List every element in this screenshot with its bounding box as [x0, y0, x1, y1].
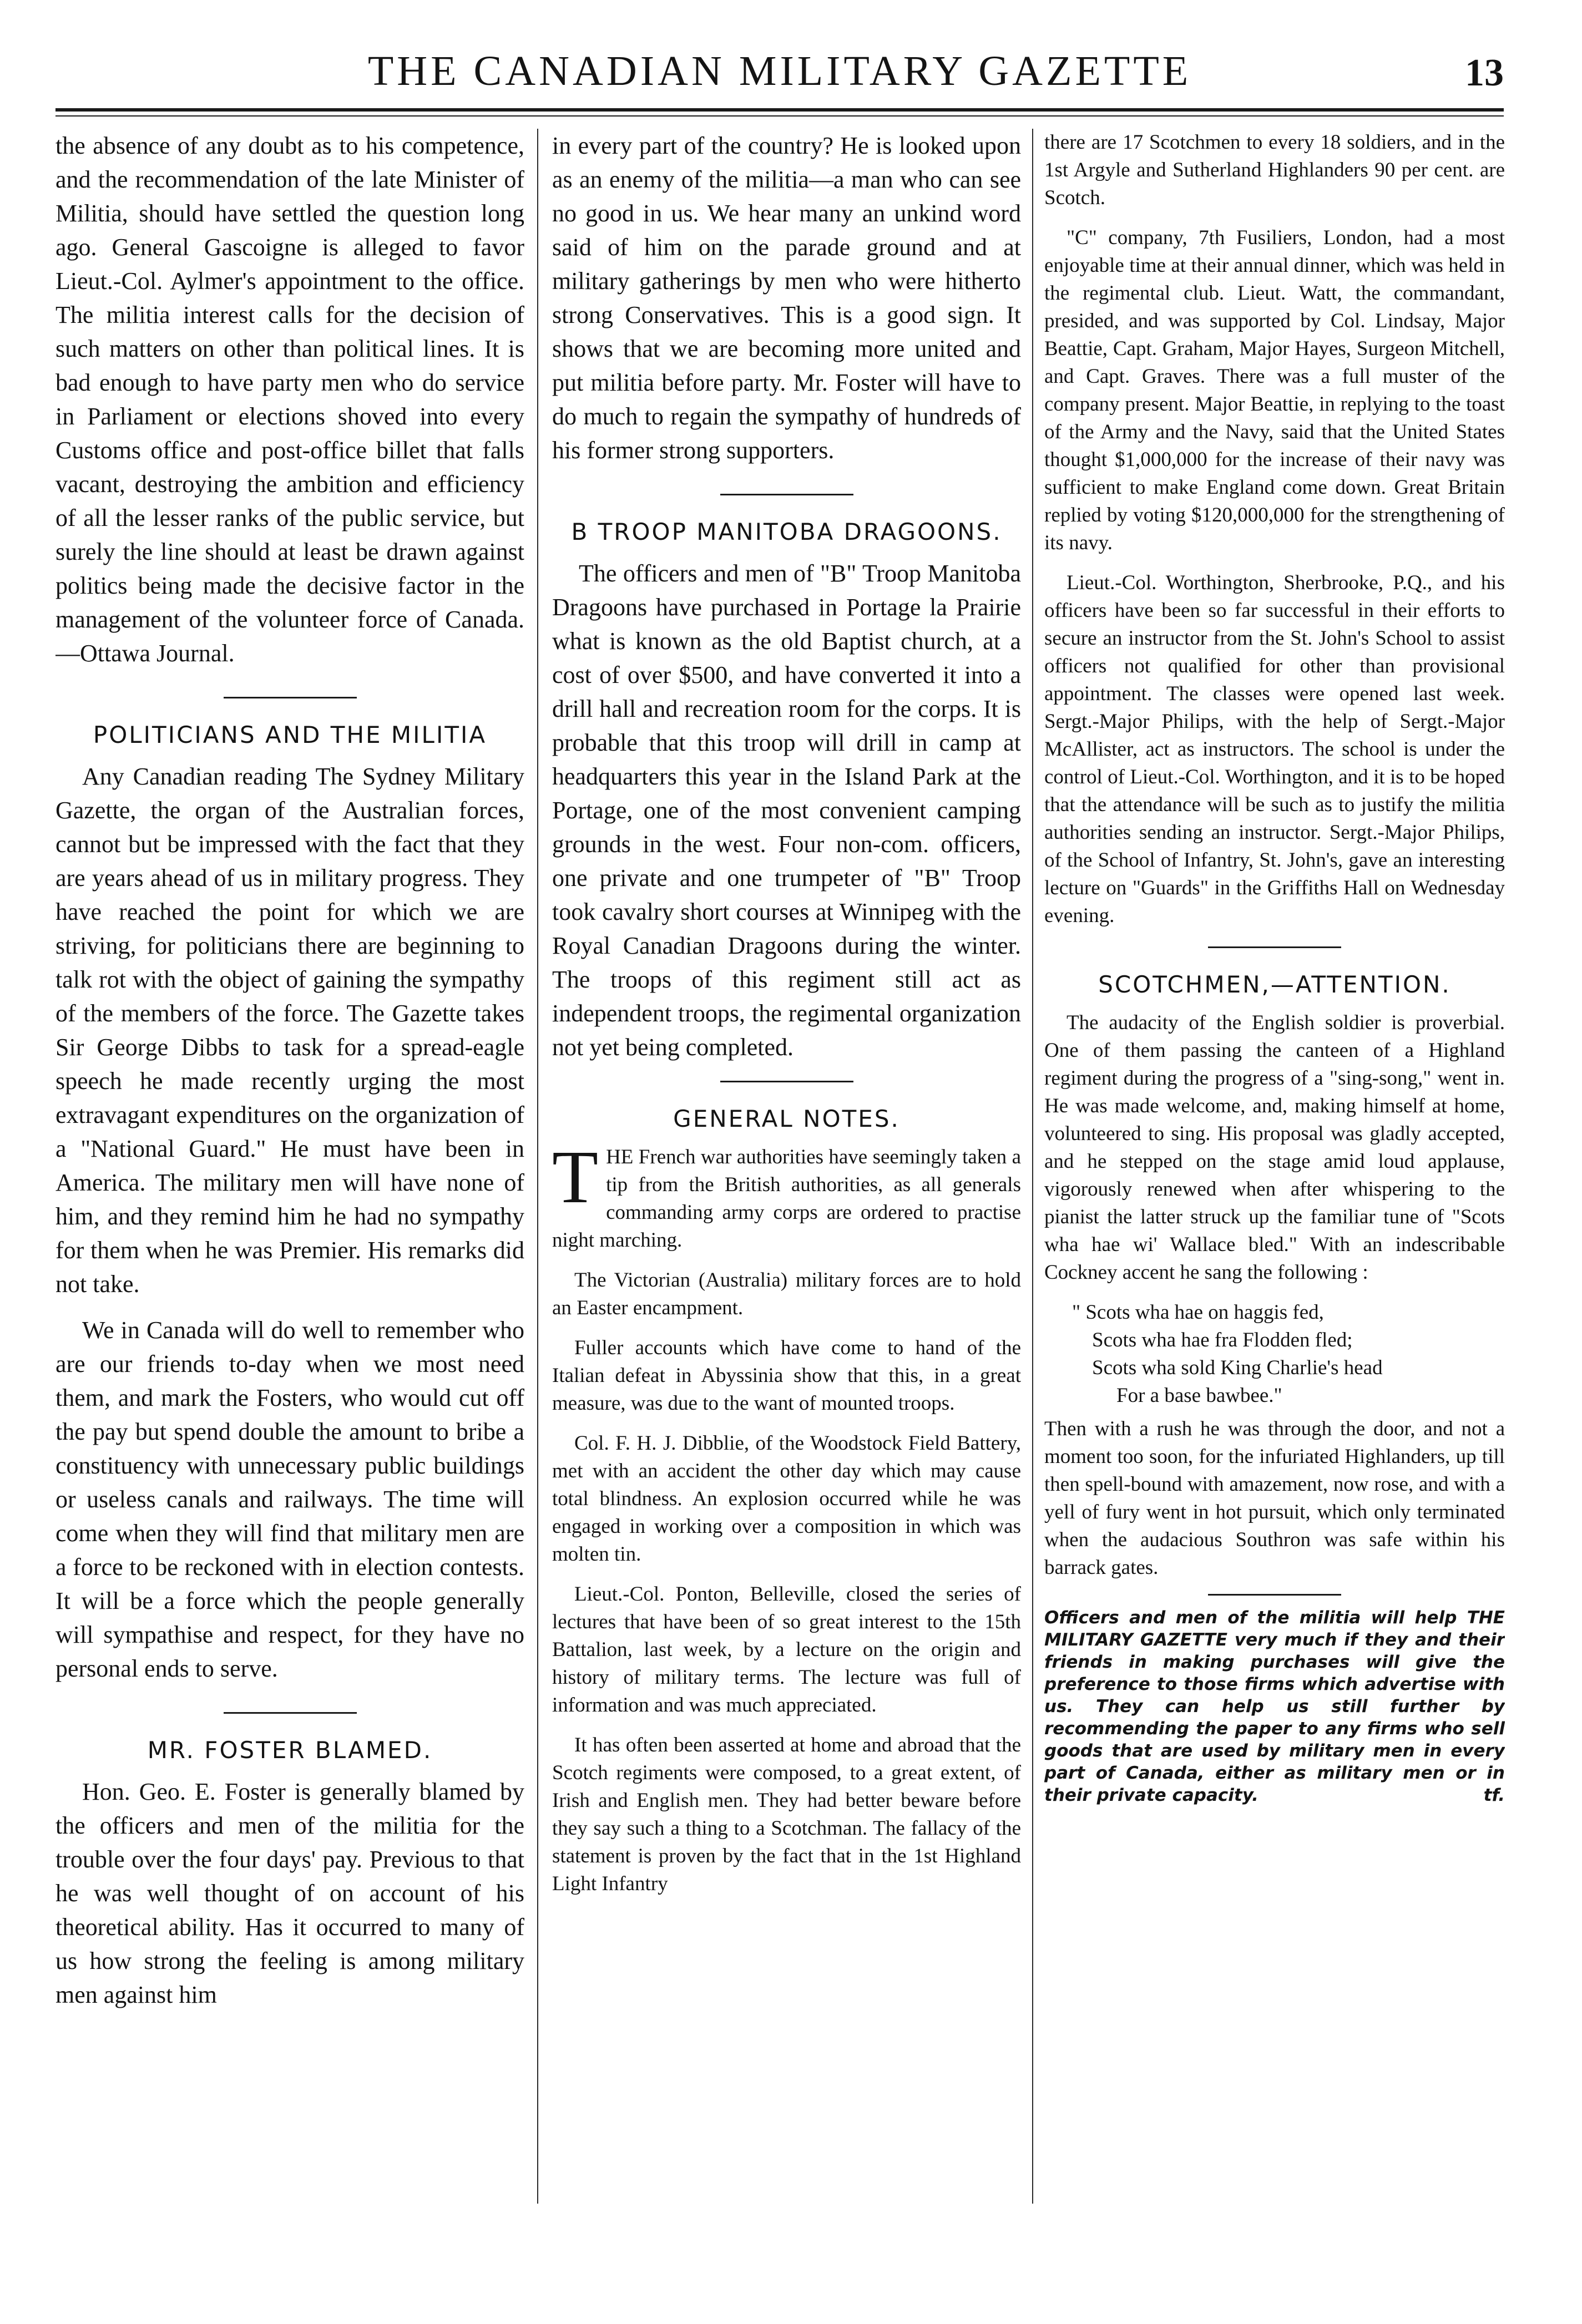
paragraph: Then with a rush he was through the door, and not a moment too soon, for the infuriated Highlanders, up till then spell-bound with amazement, now rose, and with a yell of fury went in hot pursuit, which only terminated when the audacious Southron was safe within his barrack gates. — [1044, 1417, 1505, 1579]
paragraph: Col. F. H. J. Dibblie, of the Woodstock Field Battery, met with an accident the other day which may cause total blindness. An explosion occurred while he was engaged in working over a composition in which was molten tin. — [552, 1432, 1021, 1566]
verse-line: Scots wha hae fra Flodden fled; — [1092, 1329, 1353, 1351]
column-divider — [1032, 129, 1033, 2204]
drop-cap: T — [552, 1136, 599, 1219]
notice-text: Officers and men of the militia will help THE MILITARY GAZETTE very much if they and their friends in making purchases will give the preference to those firms which advertise with us. They can help us still further by recommending the paper to any firms who sell goods that are used by military men in every part of Canada, either as military men or in their private capacity. — [1044, 1608, 1505, 1805]
article-continuation: the absence of any doubt as to his competence, and the recommendation of the late Minister of Militia, should have settled the question long ago. General Gascoigne is alleged to favor Lieut.-Col. Aylmer's appointment to the office. The militia interest calls for the decision of such matters on other than political lines. It is bad enough to have party men who do service in Parliament or elections shoved into every Customs office and post-office billet that falls vacant, destroying the ambition and efficiency of all the lesser ranks of the public service, but surely the line should at least be drawn against politics being made the decisive factor in the management of the volunteer force of Canada.—Ottawa Journal. — [55, 132, 524, 667]
paragraph: Any Canadian reading The Sydney Military Gazette, the organ of the Australian forces, cannot but be impressed with the fact that they are years ahead of us in military progress. They have reached the point for which we are striving, for politicians there are beginning to talk rot with the object of gaining the sympathy of the members of the force. The Gazette takes Sir George Dibbs to task for a spread-eagle speech he made recently urging the most extravagant expenditures on the organization of a "National Guard." He must have been in America. The military men will have none of him, and they remind him he had no sympathy for them when he was Premier. His remarks did not take. — [55, 763, 524, 1298]
section-separator — [720, 1081, 853, 1082]
section-separator — [1208, 946, 1341, 948]
verse-line: For a base bawbee." — [1116, 1384, 1282, 1407]
column-divider — [537, 129, 538, 2204]
header-rule-thin — [55, 115, 1504, 117]
page-header — [55, 43, 1504, 104]
paragraph: THE French war authorities have seemingly taken a tip from the British authorities, as all generals commanding army corps are ordered to practise night marching. — [552, 1136, 1021, 1252]
section-separator — [224, 1712, 357, 1714]
section-separator — [1208, 1594, 1341, 1596]
heading-b-troop: B TROOP MANITOBA DRAGOONS. — [571, 518, 1002, 545]
paragraph: The Victorian (Australia) military forces are to hold an Easter encampment. — [552, 1269, 1021, 1319]
verse-line: " Scots wha hae on haggis fed, — [1072, 1301, 1324, 1324]
paragraph: We in Canada will do well to remember who are our friends to-day when we most need them, and mark the Fosters, who would cut off the pay but spend double the amount to bribe a constituency with unnecessary public buildings or useless canals and railways. The time will come when they will find that military men are a force to be reckoned with in election contests. It will be a force which the people generally will sympathise and respect, for they have no personal ends to serve. — [55, 1317, 524, 1682]
paragraph: "C" company, 7th Fusiliers, London, had a most enjoyable time at their annual dinner, which was held in the regimental club. Lieut. Watt, the commandant, presided, and was supported by Col. Lindsay, Major Beattie, Capt. Graham, Major Hayes, Surgeon Mitchell, and Capt. Graves. There was a full muster of the company present. Major Beattie, in replying to the toast of the Army and the Navy, said that the United States thought $1,000,000 for the increase of their navy was sufficient to make England come down. Great Britain replied by voting $120,000,000 for the strengthening of its navy. — [1044, 226, 1505, 554]
header-rule — [55, 108, 1504, 112]
masthead-title: THE CANADIAN MILITARY GAZETTE — [367, 48, 1192, 94]
heading-foster-blamed: MR. FOSTER BLAMED. — [147, 1736, 433, 1764]
paragraph: It has often been asserted at home and abroad that the Scotch regiments were composed, to a great extent, of Irish and English men. They had better beware before they say such a thing to a Scotchman. The fallacy of the statement is proven by the fact that in the 1st Highland Light Infantry — [552, 1734, 1021, 1895]
column-1 — [55, 129, 524, 2292]
paragraph: Lieut.-Col. Worthington, Sherbrooke, P.Q., and his officers have been so far successful in their efforts to secure an instructor from the St. John's School to assist officers not qualified for other than provisional appointment. The classes were opened last week. Sergt.-Major Philips, with the help of Sergt.-Major McAllister, act as instructors. The school is under the control of Lieut.-Col. Worthington, and it is to be hoped that the attendance will be such as to justify the militia authorities sending an instructor. Sergt.-Major Philips, of the School of Infantry, St. John's, gave an interesting lecture on "Guards" in the Griffiths Hall on Wednesday evening. — [1044, 571, 1505, 927]
section-separator — [720, 494, 853, 495]
column-3 — [1044, 129, 1505, 2292]
paragraph: The audacity of the English soldier is proverbial. One of them passing the canteen of a Highland regiment during the progress of a "sing-song," went in. He was made welcome, and, making himself at home, volunteered to sing. His proposal was gladly accepted, and he stepped on the stage amid loud applause, vigorously renewed when after whispering to the pianist the latter struck up the familiar tune of "Scots wha hae wi' Wallace bled." With an indescribable Cockney accent he sang the following : — [1044, 1011, 1505, 1284]
article-continuation: in every part of the country? He is looked upon as an enemy of the militia—a man who can see no good in us. We hear many an unkind word said of him on the parade ground and at military gatherings by men who were hitherto strong Conservatives. This is a good sign. It shows that we are becoming more united and put militia before party. Mr. Foster will have to do much to regain the sympathy of hundreds of his former strong supporters. — [552, 132, 1021, 464]
heading-politicians-militia: POLITICIANS AND THE MILITIA — [93, 721, 487, 748]
column-2 — [552, 129, 1021, 2292]
advertising-notice — [1044, 1607, 1505, 1806]
page-number: 13 — [1465, 52, 1504, 94]
verse — [1044, 1299, 1505, 1410]
heading-scotchmen-attention: SCOTCHMEN,—ATTENTION. — [1098, 971, 1451, 998]
paragraph: The officers and men of "B" Troop Manitoba Dragoons have purchased in Portage la Prairie what is known as the old Baptist church, at a cost of over $500, and have converted it into a drill hall and recreation room for the corps. It is probable that this troop will drill in camp at headquarters this year in the Island Park at the Portage, one of the most convenient camping grounds in the west. Four non-com. officers, one private and one trumpeter of "B" Troop took cavalry short courses at Winnipeg with the Royal Canadian Dragoons during the winter. The troops of this regiment still act as independent troops, the regimental organization not yet being completed. — [552, 560, 1021, 1061]
article-continuation: there are 17 Scotchmen to every 18 soldiers, and in the 1st Argyle and Sutherland Highlanders 90 per cent. are Scotch. — [1044, 131, 1505, 209]
paragraph: Lieut.-Col. Ponton, Belleville, closed the series of lectures that have been of so great interest to the 15th Battalion, last week, by a lecture on the origin and history of military terms. The lecture was full of information and was much appreciated. — [552, 1583, 1021, 1717]
notice-signature: tf. — [1483, 1785, 1505, 1805]
section-separator — [224, 697, 357, 698]
paragraph: Fuller accounts which have come to hand of the Italian defeat in Abyssinia show that this, in a great measure, was due to the want of mounted troops. — [552, 1336, 1021, 1415]
verse-line: Scots wha sold King Charlie's head — [1092, 1356, 1383, 1379]
heading-general-notes: GENERAL NOTES. — [673, 1105, 900, 1132]
paragraph: Hon. Geo. E. Foster is generally blamed by the officers and men of the militia for the trouble over the four days' pay. Previous to that he was well thought of on account of his theoretical ability. Has it occurred to many of us how strong the feeling is among military men against him — [55, 1778, 524, 2008]
